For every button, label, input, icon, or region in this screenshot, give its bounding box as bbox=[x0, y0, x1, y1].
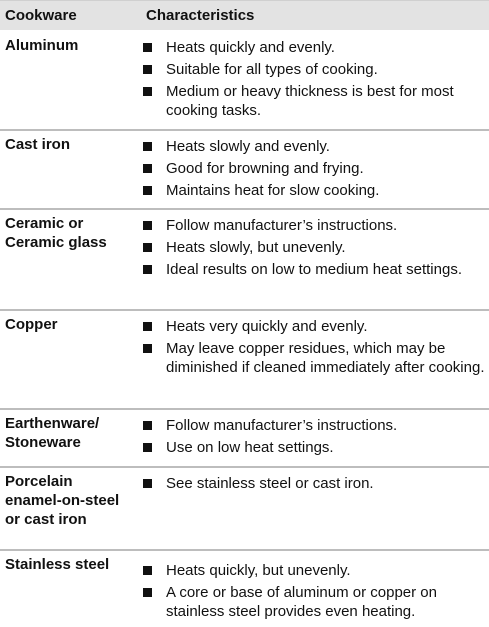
square-bullet-icon bbox=[143, 186, 152, 195]
cookware-name: Ceramic or Ceramic glass bbox=[5, 215, 107, 251]
square-bullet-icon bbox=[143, 43, 152, 52]
table-row bbox=[0, 410, 489, 468]
square-bullet-icon bbox=[143, 142, 152, 151]
square-bullet-icon bbox=[143, 421, 152, 430]
cookware-name: Cast iron bbox=[5, 136, 71, 153]
square-bullet-icon bbox=[143, 566, 152, 575]
list-item: Suitable for all types of cooking. bbox=[136, 60, 485, 79]
table-row bbox=[0, 131, 489, 210]
list-item: Follow manufacturer’s instructions. bbox=[136, 416, 485, 435]
list-item: Medium or heavy thickness is best for most cooking tasks. bbox=[136, 82, 485, 120]
square-bullet-icon bbox=[143, 243, 152, 252]
cookware-name: Earthenware/ Stoneware bbox=[5, 415, 100, 451]
list-item: May leave copper residues, which may be diminished if cleaned immediately after cooking. bbox=[136, 339, 485, 377]
square-bullet-icon bbox=[143, 221, 152, 230]
square-bullet-icon bbox=[143, 322, 152, 331]
list-item: Heats very quickly and evenly. bbox=[136, 317, 485, 336]
table-row bbox=[0, 311, 489, 410]
cookware-name: Aluminum bbox=[5, 37, 79, 54]
list-item: See stainless steel or cast iron. bbox=[136, 474, 485, 493]
table-row bbox=[0, 551, 489, 627]
list-item: Maintains heat for slow cooking. bbox=[136, 181, 485, 200]
square-bullet-icon bbox=[143, 588, 152, 597]
list-item: Heats slowly and evenly. bbox=[136, 137, 485, 156]
list-item: Heats quickly and evenly. bbox=[136, 38, 485, 57]
list-item: Use on low heat settings. bbox=[136, 438, 485, 457]
square-bullet-icon bbox=[143, 443, 152, 452]
list-item: Heats slowly, but unevenly. bbox=[136, 238, 485, 257]
square-bullet-icon bbox=[143, 479, 152, 488]
cookware-name: Porcelain enamel-on-steel or cast iron bbox=[5, 473, 120, 528]
square-bullet-icon bbox=[143, 344, 152, 353]
table-row bbox=[0, 468, 489, 551]
square-bullet-icon bbox=[143, 164, 152, 173]
cookware-name: Stainless steel bbox=[5, 556, 110, 573]
header-cookware: Cookware bbox=[5, 7, 77, 24]
square-bullet-icon bbox=[143, 65, 152, 74]
list-item: A core or base of aluminum or copper on stainless steel provides even heating. bbox=[136, 583, 485, 621]
table-row bbox=[0, 32, 489, 131]
square-bullet-icon bbox=[143, 87, 152, 96]
list-item: Good for browning and frying. bbox=[136, 159, 485, 178]
list-item: Follow manufacturer’s instructions. bbox=[136, 216, 485, 235]
table-header bbox=[0, 0, 489, 32]
table-row bbox=[0, 210, 489, 311]
list-item: Ideal results on low to medium heat settings. bbox=[136, 260, 485, 279]
cookware-name: Copper bbox=[5, 316, 58, 333]
list-item: Heats quickly, but unevenly. bbox=[136, 561, 485, 580]
square-bullet-icon bbox=[143, 265, 152, 274]
header-characteristics: Characteristics bbox=[146, 7, 255, 24]
